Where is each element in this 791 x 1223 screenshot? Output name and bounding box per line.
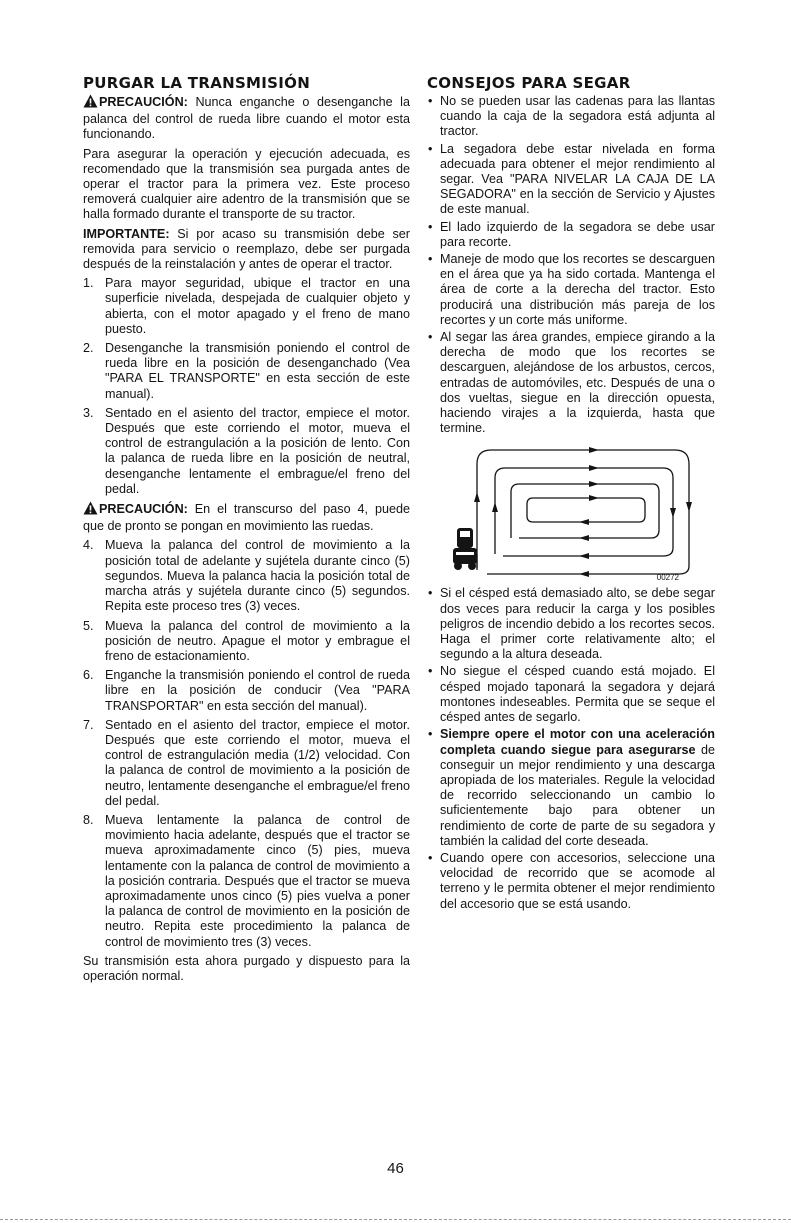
page-number: 46 — [387, 1160, 404, 1177]
important-text: Si por acaso su transmisión debe ser removida para servicio o reemplazo, debe ser purgada después de la reinstalación y antes de operar el tractor. — [83, 226, 410, 272]
tip-item: • Cuando opere con accesorios, seleccione una velocidad de recorrido que se acomode al terreno y le permita obtener el mejor rendimiento del accesorio que se está usando. — [427, 851, 715, 912]
important-paragraph — [83, 227, 410, 273]
diagram-code: 00272 — [656, 573, 679, 581]
step-item — [83, 813, 410, 950]
right-column — [427, 54, 715, 914]
tip-item — [427, 727, 715, 849]
left-column — [83, 54, 410, 988]
step-item — [83, 538, 410, 614]
step-text: Mueva la palanca del control de movimiento a la posición total de adelante y sujétela durante cinco (5) segundos. Mueva la palanca hacia la posición total de marcha atrás y sujétela durante cinco (5) segundos. Repita este proceso tres (3) veces. — [105, 538, 410, 614]
step-item — [83, 341, 410, 402]
step-number: 2. — [83, 341, 94, 356]
step-text: Sentado en el asiento del tractor, empiece el motor. Después que este corriendo el motor, mueva el control de estrangulación media (1/2) velocidad. Con la palanca de control de movimiento a la posición de neutro, lentamente desenganche el embrague/el freno del pedal. — [105, 717, 410, 808]
tips-list-b — [427, 586, 715, 911]
step-item — [83, 276, 410, 337]
steps-list-a — [83, 276, 410, 497]
step-text: Desenganche la transmisión poniendo el control de rueda libre en la posición de desenganchado (Vea "PARA EL TRANSPORTE" en esta sección de este manual). — [105, 341, 410, 401]
caution-paragraph-1 — [83, 94, 410, 143]
tip-item: • Si el césped está demasiado alto, se debe segar dos veces para reducir la carga y los posibles peligros de incendio debido a los recortes secos. Haga el primer corte relativamente alto; el segundo a la altura deseada. — [427, 586, 715, 662]
tractor-icon — [453, 528, 477, 570]
intro-paragraph: Para asegurar la operación y ejecución adecuada, es recomendado que la transmisión sea purgada antes de operar el tractor para la primera vez. Este proceso removerá cualquier aire adentro de la transmisión que se halla formado durante el transporte de su tractor. — [83, 146, 410, 222]
caution-text-1: Nunca enganche o desenganche la palanca del control de rueda libre cuando el motor esta funcionando. — [83, 95, 410, 142]
step-text: Mueva la palanca del control de movimiento a la posición de neutro. Apague el motor y embrague el freno de estacionamiento. — [105, 618, 410, 663]
step-number: 3. — [83, 405, 94, 420]
step-text: Para mayor seguridad, ubique el tractor en una superficie nivelada, despejada de cualquier objeto y abierta, con el motor apagado y el freno de mano puesto. — [105, 276, 410, 336]
mowing-path-illustration — [439, 442, 699, 580]
step-text: Enganche la transmisión poniendo el control de rueda libre en la posición de conducir (Vea "PARA TRANSPORTAR" en esta sección del manual). — [105, 668, 410, 713]
tip-item: • No siegue el césped cuando está mojado. El césped mojado taponará la segadora y dejará montones indeseables. Permita que se seque el césped antes de segarlo. — [427, 664, 715, 725]
mowing-pattern-diagram — [439, 442, 699, 580]
caution-label-2: PRECAUCIÓN: — [99, 502, 188, 517]
step-item — [83, 406, 410, 497]
tip-bold-text: Siempre opere el motor con una aceleración completa cuando siegue para asegurarse — [440, 727, 715, 757]
step-number: 6. — [83, 668, 94, 683]
step-number: 4. — [83, 538, 94, 553]
step-number: 8. — [83, 812, 94, 827]
steps-list-b — [83, 538, 410, 949]
caution-text-2: En el transcurso del paso 4, puede que de pronto se pongan en movimiento las ruedas. — [83, 502, 410, 534]
step-number: 7. — [83, 717, 94, 732]
step-text: Sentado en el asiento del tractor, empiece el motor. Después que este corriendo el motor, mueva el control de estrangulación a la posición de lento. Con la palanca de rueda libre en la posición de neutral, desenganche lentamente el embrague/el freno del pedal. — [105, 405, 410, 496]
tips-list-a — [427, 94, 715, 436]
tip-item: • Maneje de modo que los recortes se descarguen en el área que ya ha sido cortada. Mantenga el área de corte a la derecha del tractor. Esto producirá una distribución más pareja de los recortes y un corte más uniforme. — [427, 252, 715, 328]
tip-text: de conseguir un mejor rendimiento y una descarga apropiada de los materiales. Regule la velocidad de recorrido seleccionando un cambio lo suficientemente bajo para obtener un rendimiento de corte de parte de su segadora y también la calidad del corte deseada. — [440, 742, 715, 848]
tip-item: • Al segar las área grandes, empiece girando a la derecha de modo que los recortes se descarguen, alejándose de los arbustos, cercos, entradas de automóviles, etc. Después de una o dos vueltas, siegue en la dirección opuesta, haciendo virajes a la izquierda, hasta que termine. — [427, 330, 715, 436]
warning-icon — [83, 94, 98, 112]
step-item — [83, 718, 410, 809]
tip-item: • No se pueden usar las cadenas para las llantas cuando la caja de la segadora está adjunta al tractor. — [427, 94, 715, 140]
section-heading-consejos: CONSEJOS PARA SEGAR — [427, 74, 631, 92]
caution-label-1: PRECAUCIÓN: — [99, 95, 188, 109]
closing-paragraph: Su transmisión esta ahora purgado y dispuesto para la operación normal. — [83, 953, 410, 983]
step-number: 5. — [83, 618, 94, 633]
step-text: Mueva lentamente la palanca de control de movimiento hacia adelante, después que el tractor se mueva aproximadamente cinco (5) pies, mueva lentamente con la palanca de control de movimiento a la posición contraria. Después que el tractor se mueva aproximadamente unos cinco (5) pies vuelva a poner la palanca de control de movimiento en la posición de neutro. Repita este procedimiento la palanca de control de movimiento tres (3) veces. — [105, 812, 410, 949]
page-bottom-rule — [0, 1219, 791, 1220]
section-heading-purgar: PURGAR LA TRANSMISIÓN — [83, 74, 311, 92]
tip-item: • El lado izquierdo de la segadora se debe usar para recorte. — [427, 220, 715, 250]
tip-item: • La segadora debe estar nivelada en forma adecuada para obtener el mejor rendimiento al segar. Vea "PARA NIVELAR LA CAJA DE LA SEGADORA" en la sección de Servicio y Ajustes de este manual. — [427, 142, 715, 218]
step-item — [83, 619, 410, 665]
warning-icon — [83, 501, 98, 519]
important-label: IMPORTANTE: — [83, 226, 170, 241]
step-item — [83, 668, 410, 714]
step-number: 1. — [83, 276, 94, 291]
caution-paragraph-2 — [83, 501, 410, 534]
